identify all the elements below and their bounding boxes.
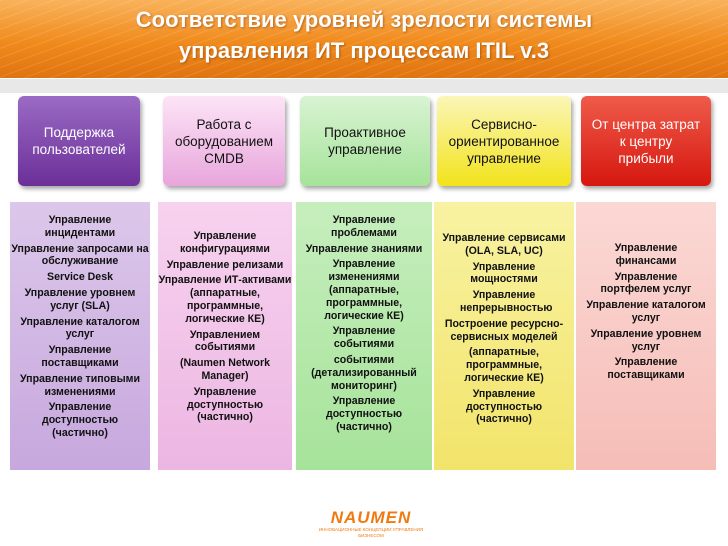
header-cmdb <box>163 96 285 186</box>
header-line: От центра затрат <box>591 116 701 132</box>
list-item: Управление уровнем услуг <box>590 327 702 353</box>
column-profit-center <box>576 202 716 470</box>
header-line: ориентированное <box>448 133 560 149</box>
title-line-2: управления ИТ процессам ITIL v.3 <box>178 38 550 63</box>
header-service-oriented <box>437 96 571 186</box>
header-line: прибыли <box>618 150 674 166</box>
list-item: Управление изменениями (аппаратные, программные, логические КЕ) <box>324 258 404 322</box>
list-item: Управление поставщиками <box>41 344 119 369</box>
list-item: Управление финансами <box>614 242 678 267</box>
list-item: Управление событиями <box>332 325 396 351</box>
list-item: (Naumen Network Manager) <box>179 357 271 382</box>
list-item: Управление доступностью (частично) <box>465 387 543 426</box>
header-line: Проактивное <box>324 125 406 140</box>
list-item: Управление каталогом услуг <box>20 315 140 341</box>
list-item: Управление доступностью (частично) <box>325 395 403 433</box>
header-line: Сервисно- <box>471 116 537 132</box>
header-line: CMDB <box>204 150 244 166</box>
list-item: Управление сервисами (OLA, SLA, UC) <box>442 232 566 257</box>
list-item: Управление запросами на обслуживание <box>11 242 149 268</box>
header-line: управление <box>328 142 402 157</box>
list-item: Управление непрерывностью <box>460 289 553 314</box>
title-line-1: Соответствие уровней зрелости системы <box>135 7 593 32</box>
list-item: Управление доступностью (частично) <box>186 385 264 424</box>
header-line: управление <box>467 150 541 166</box>
list-item: Управление доступностью (частично) <box>41 401 119 439</box>
naumen-logo <box>315 508 427 538</box>
list-item: Service Desk <box>47 271 113 284</box>
title-banner <box>0 0 728 78</box>
logo-tagline: ИННОВАЦИОННЫЕ КОНЦЕПЦИИ УПРАВЛЕНИЯ БИЗНЕСОМ <box>318 527 424 538</box>
list-item: Управление каталогом услуг <box>586 299 706 324</box>
list-item: Управление инцидентами <box>44 214 116 239</box>
list-item: Управление ИТ-активами (аппаратные, программные, логические КЕ) <box>158 274 292 325</box>
list-item: (аппаратные, программные, логические КЕ) <box>464 346 544 384</box>
list-item: событиями (детализированный мониторинг) <box>311 353 417 392</box>
page-title <box>0 4 728 66</box>
header-profit-center <box>581 96 711 186</box>
list-item: Управление типовыми изменениями <box>19 372 141 398</box>
list-item: Управление уровнем услуг (SLA) <box>24 286 136 312</box>
list-item: Управление конфигурациями <box>180 230 270 255</box>
column-cmdb <box>158 202 292 470</box>
column-proactive <box>296 202 432 470</box>
list-item: Управление релизами <box>166 258 284 271</box>
list-item: Управление знаниями <box>305 242 423 255</box>
header-user-support <box>18 96 140 186</box>
logo-name: NAUMEN <box>330 508 412 527</box>
header-line: пользователей <box>32 142 126 157</box>
list-item: Управление портфелем услуг <box>600 270 692 296</box>
column-user-support <box>10 202 150 470</box>
list-item: Построение ресурсно-сервисных моделей <box>444 317 564 343</box>
header-line: оборудованием <box>174 133 274 149</box>
list-item: Управление поставщиками <box>607 356 685 382</box>
list-item: Управление мощностями <box>470 260 538 286</box>
header-line: к центру <box>619 133 673 149</box>
list-item: Управлением событиями <box>189 328 261 354</box>
header-line: Работа с <box>196 116 252 132</box>
header-proactive <box>300 96 430 186</box>
column-service-oriented <box>434 202 574 470</box>
header-line: Поддержка <box>43 125 115 140</box>
list-item: Управление проблемами <box>331 214 397 239</box>
header-strip <box>0 79 728 93</box>
